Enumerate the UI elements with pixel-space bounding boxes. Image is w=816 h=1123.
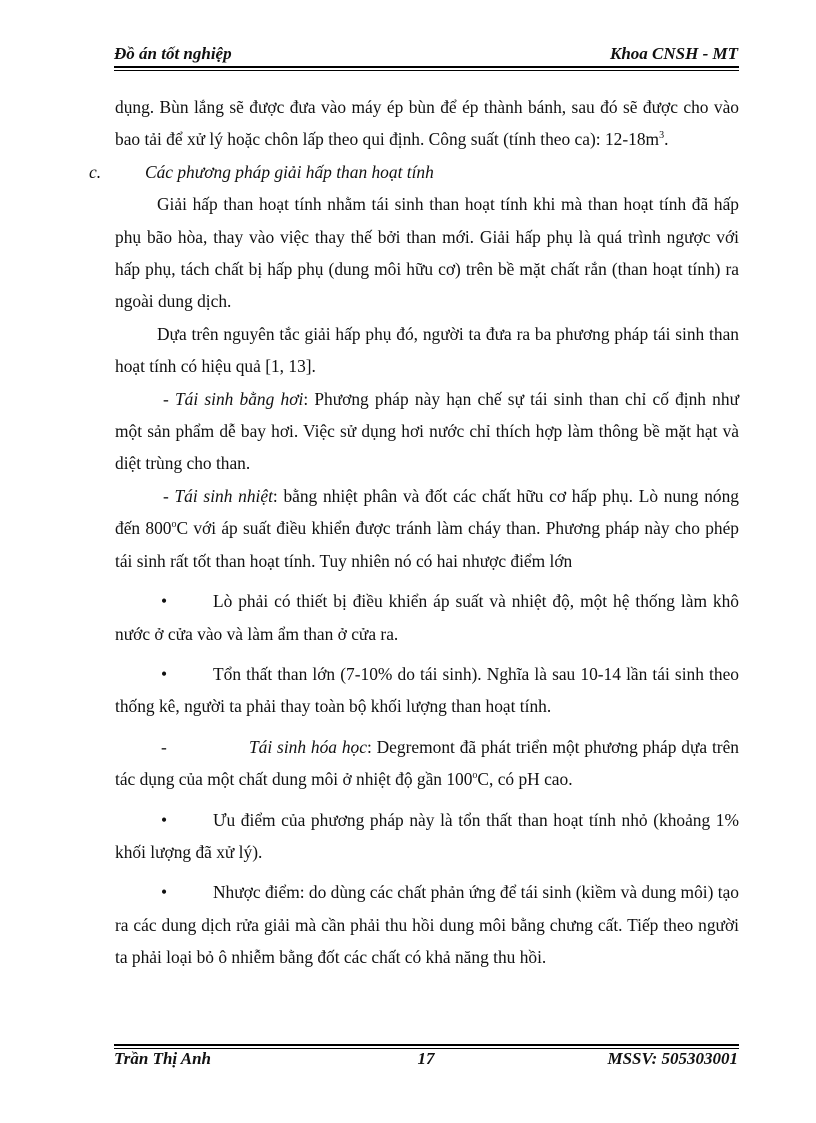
- document-body: [89, 91, 740, 974]
- paragraph-chemical-regeneration: - Tái sinh hóa học: Degremont đã phát triển một phương pháp dựa trên tác dụng của một chất dung môi ở nhiệt độ gần 100$^o$C, có pH cao.: [115, 736, 739, 790]
- paragraph-desorption: Giải hấp than hoạt tính nhằm tái sinh than hoạt tính khi mà than hoạt tính đã hấp phụ bão hòa, thay vào việc thay thế bởi than mới. Giải hấp phụ là quá trình ngược với hấp phụ, tách chất bị hấp phụ (dung môi hữu cơ) trên bề mặt chất rắn (than hoạt tính) ra ngoài dung dịch.: [115, 194, 739, 312]
- paragraph-sludge: dụng. Bùn lắng sẽ được đưa vào máy ép bùn để ép thành bánh, sau đó sẽ được cho vào bao tải để xử lý hoặc chôn lấp theo qui định. Công suất (tính theo ca): $12-18m^3$.: [115, 97, 739, 150]
- heading-text: Các phương pháp giải hấp than hoạt tính: [145, 161, 434, 182]
- header-rule-thin: [114, 70, 739, 71]
- footer-student-id: MSSV: 505303001: [607, 1049, 738, 1068]
- footer-author: Trần Thị Anh: [114, 1049, 212, 1068]
- paragraph-thermal-regeneration: - Tái sinh nhiệt: bằng nhiệt phân và đốt các chất hữu cơ hấp phụ. Lò nung nóng đến 800$^o$C với áp suất điều khiển được tránh làm cháy than. Phương pháp này cho phép tái sinh rất tốt than hoạt tính. Tuy nhiên nó có hai nhược điểm lớn: [115, 485, 739, 571]
- bullet-icon: •: [161, 663, 168, 684]
- term-chemical: Tái sinh hóa học: [249, 736, 367, 757]
- header-department: Khoa CNSH - MT: [610, 44, 738, 63]
- page-footer: [114, 1049, 738, 1073]
- bullet-item: • Ưu điểm của phương pháp này là tổn thất than hoạt tính nhỏ (khoảng 1% khối lượng đã xử lý).: [115, 804, 739, 869]
- bullet-item: • Tổn thất than lớn (7-10% do tái sinh). Nghĩa là sau 10-14 lần tái sinh theo thống kê, người ta phải thay toàn bộ khối lượng than hoạt tính.: [115, 658, 739, 723]
- paragraph-steam-regeneration: - Tái sinh bằng hơi: Phương pháp này hạn chế sự tái sinh than chỉ cố định như một sản phẩm dễ bay hơi. Việc sử dụng hơi nước chỉ thích hợp làm thông bề mặt hạt và diệt trùng cho than.: [115, 388, 740, 474]
- term-thermal: Tái sinh nhiệt: [174, 485, 273, 506]
- page-header: [114, 44, 738, 66]
- bullet-icon: •: [161, 809, 168, 830]
- bullet-icon: •: [161, 882, 168, 903]
- superscript-3: 3: [659, 130, 665, 142]
- section-heading: [89, 156, 739, 188]
- term-steam: Tái sinh bằng hơi: [174, 388, 304, 409]
- paragraph-principle: Dựa trên nguyên tắc giải hấp phụ đó, người ta đưa ra ba phương pháp tái sinh than hoạt tính có hiệu quả [1, 13].: [115, 323, 739, 377]
- header-title: Đồ án tốt nghiệp: [114, 44, 232, 63]
- footer-rule-thick: [114, 1044, 739, 1046]
- bullet-icon: •: [161, 591, 168, 612]
- bullet-item: • Nhược điểm: do dùng các chất phản ứng để tái sinh (kiềm và dung môi) tạo ra các dung dịch rửa giải mà cần phải thu hồi dung môi bằng chưng cất. Tiếp theo người ta phải loại bỏ ô nhiễm bằng đốt các chất có khả năng thu hồi.: [115, 876, 739, 973]
- header-rule-thick: [114, 66, 739, 68]
- heading-marker: c.: [89, 161, 102, 182]
- bullet-item: • Lò phải có thiết bị điều khiển áp suất và nhiệt độ, một hệ thống làm khô nước ở cửa vào và làm ẩm than ở cửa ra.: [115, 585, 739, 650]
- page-number: 17: [417, 1049, 435, 1068]
